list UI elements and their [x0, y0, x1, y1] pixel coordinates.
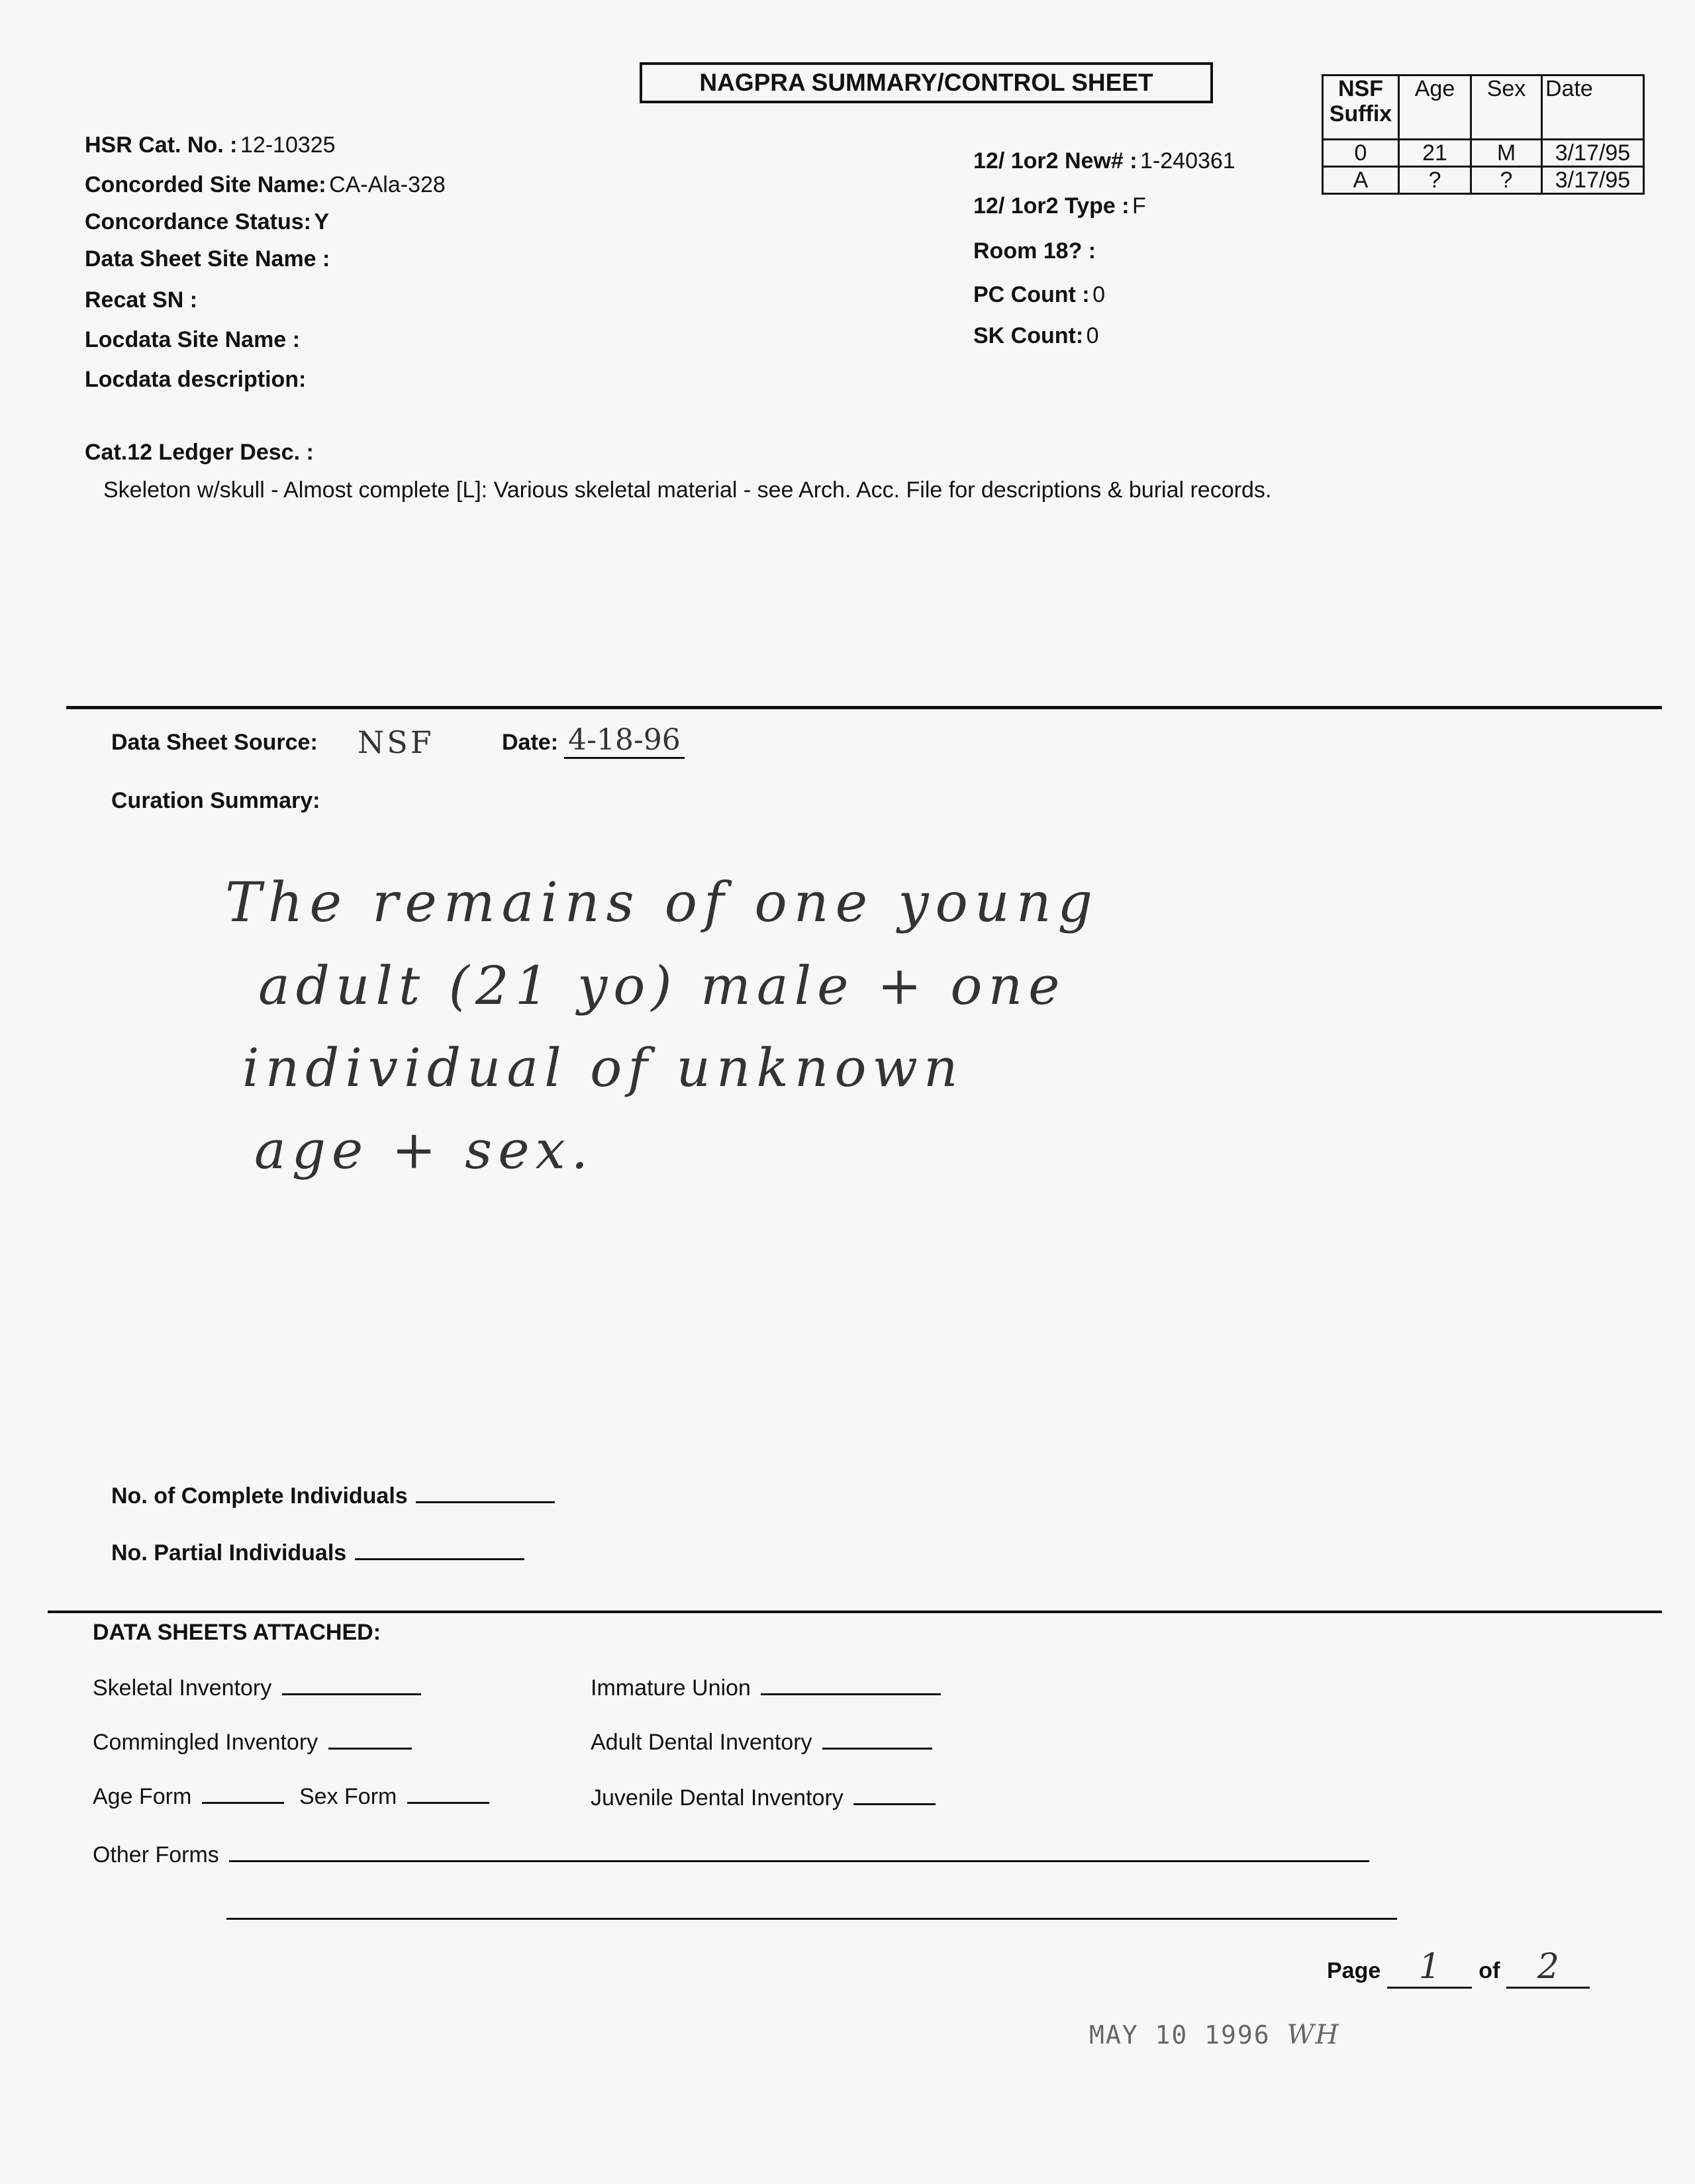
table-cell: ? [1471, 167, 1542, 194]
sex-form-field [299, 1784, 489, 1810]
blank-line [202, 1801, 284, 1804]
new-number-field [973, 148, 1235, 174]
blank-line [282, 1693, 421, 1695]
blank-line [761, 1693, 941, 1695]
ledger-label: Cat.12 Ledger Desc. : [85, 440, 314, 465]
blank-line [416, 1501, 555, 1503]
column-header: Date [1542, 75, 1644, 140]
field-label: No. Partial Individuals [111, 1540, 347, 1565]
table-header-row [1323, 75, 1644, 140]
column-header: Sex [1471, 75, 1542, 140]
field-label: HSR Cat. No. : [85, 132, 238, 158]
recat-sn-field [85, 287, 197, 313]
field-value: 12-10325 [240, 132, 336, 158]
received-stamp [1089, 2020, 1340, 2050]
field-label: Data Sheet Site Name : [85, 246, 330, 272]
field-label: Room 18? : [973, 238, 1096, 264]
curation-line: The remains of one young [225, 871, 1100, 934]
type-field [973, 193, 1146, 219]
blank-line [822, 1747, 932, 1750]
data-sheet-source-label: Data Sheet Source: [111, 730, 318, 755]
hsr-cat-no-field [85, 132, 336, 158]
date-value: 4-18-96 [564, 723, 685, 759]
curation-line: adult (21 yo) male + one [258, 955, 1066, 1017]
concordance-status-field [85, 209, 329, 235]
field-label: Adult Dental Inventory [591, 1730, 812, 1755]
room-18-field [973, 238, 1096, 264]
field-label: 12/ 1or2 New# : [973, 148, 1138, 174]
skeletal-inventory-field [93, 1675, 421, 1701]
field-value: 0 [1086, 323, 1099, 348]
partial-individuals-field [111, 1540, 524, 1566]
curation-line: age + sex. [254, 1119, 595, 1181]
field-label: Locdata description: [85, 367, 307, 392]
blank-line [407, 1801, 489, 1804]
stamp-initials: WH [1286, 2020, 1340, 2050]
field-value: Y [314, 209, 330, 234]
page-num-value: 1 [1387, 1947, 1472, 1989]
data-sheet-source-value: NSF [358, 724, 434, 760]
field-label: No. of Complete Individuals [111, 1483, 408, 1509]
field-label: Concordance Status: [85, 209, 311, 234]
concorded-site-name-field [85, 172, 446, 198]
field-label: Sex Form [299, 1784, 397, 1809]
field-label: Juvenile Dental Inventory [591, 1785, 844, 1811]
field-value: CA-Ala-328 [329, 172, 446, 197]
age-form-field [93, 1784, 284, 1810]
table-cell: 3/17/95 [1542, 167, 1644, 194]
field-label: Recat SN : [85, 287, 198, 313]
table-cell: 3/17/95 [1542, 140, 1644, 167]
column-header: NSF Suffix [1323, 75, 1399, 140]
curation-line: individual of unknown [242, 1037, 964, 1099]
section-divider [48, 1611, 1662, 1613]
field-label: Concorded Site Name: [85, 172, 326, 197]
sk-count-field [973, 323, 1099, 349]
adult-dental-inventory-field [591, 1730, 932, 1756]
field-label: Locdata Site Name : [85, 327, 300, 352]
page-label: Page [1327, 1958, 1381, 1983]
field-label: 12/ 1or2 Type : [973, 193, 1130, 219]
table-cell: 21 [1399, 140, 1471, 167]
field-label: Commingled Inventory [93, 1730, 318, 1755]
nsf-table [1322, 74, 1645, 195]
data-sheets-attached-heading: DATA SHEETS ATTACHED: [93, 1620, 381, 1645]
page-number [1327, 1947, 1590, 1989]
data-sheet-site-name-field [85, 246, 330, 272]
juvenile-dental-inventory-field [591, 1785, 936, 1811]
field-label: PC Count : [973, 282, 1090, 307]
field-label: Skeletal Inventory [93, 1675, 272, 1701]
field-label: Immature Union [591, 1675, 751, 1701]
page-total-value: 2 [1506, 1947, 1590, 1989]
table-cell: M [1471, 140, 1542, 167]
blank-line [355, 1558, 524, 1560]
curation-summary-label: Curation Summary: [111, 788, 320, 813]
complete-individuals-field [111, 1483, 555, 1509]
blank-line [229, 1860, 1369, 1862]
commingled-inventory-field [93, 1730, 412, 1756]
column-header: Age [1399, 75, 1471, 140]
blank-line [226, 1918, 1397, 1920]
field-label: SK Count: [973, 323, 1084, 348]
ledger-description: Skeleton w/skull - Almost complete [L]: Various skeletal material - see Arch. Acc. File for descriptions & burial records. [103, 477, 1272, 503]
table-cell: 0 [1323, 140, 1399, 167]
page-title: NAGPRA SUMMARY/CONTROL SHEET [640, 62, 1213, 103]
blank-line [328, 1747, 412, 1750]
table-cell: ? [1399, 167, 1471, 194]
field-value: 1-240361 [1140, 148, 1235, 174]
table-cell: A [1323, 167, 1399, 194]
locdata-description-field [85, 367, 306, 393]
field-label: Age Form [93, 1784, 192, 1809]
locdata-site-name-field [85, 327, 300, 353]
section-divider [66, 706, 1662, 709]
field-label: Other Forms [93, 1842, 219, 1867]
date-label: Date: [502, 730, 559, 755]
immature-union-field [591, 1675, 941, 1701]
of-label: of [1478, 1958, 1500, 1983]
table-row [1323, 140, 1644, 167]
field-value: 0 [1092, 282, 1106, 307]
table-row [1323, 167, 1644, 194]
stamp-date: MAY 10 1996 [1089, 2020, 1271, 2050]
field-value: F [1132, 193, 1146, 219]
blank-line [853, 1803, 936, 1805]
other-forms-field [93, 1842, 1369, 1868]
pc-count-field [973, 282, 1105, 308]
